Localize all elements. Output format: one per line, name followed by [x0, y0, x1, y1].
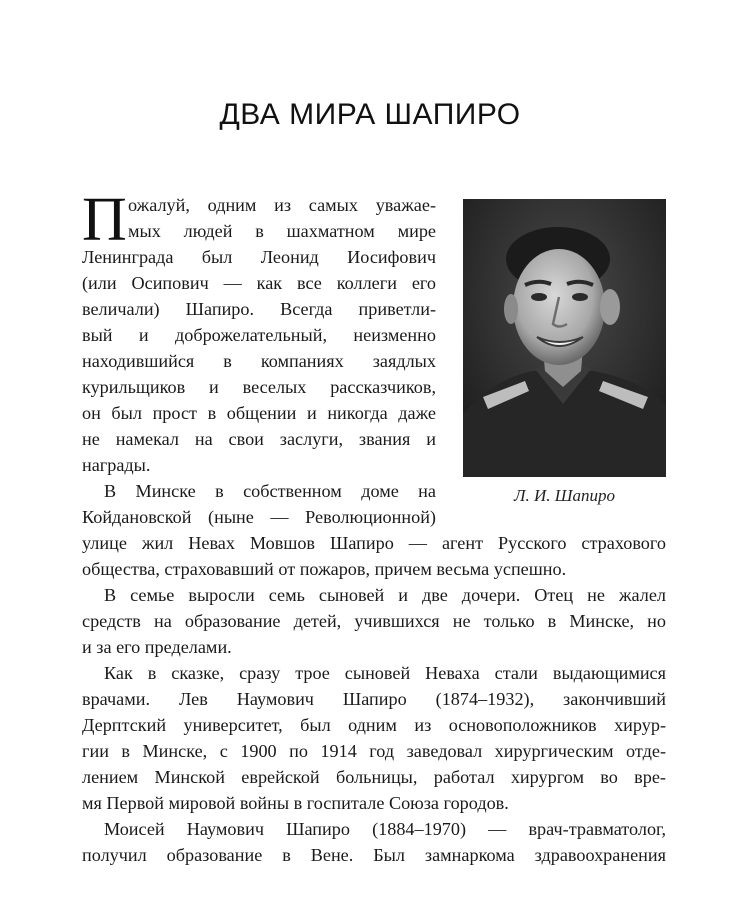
- text-line: улице жил Невах Мовшов Шапиро — агент Русского страхового: [82, 533, 666, 553]
- portrait-image: [463, 199, 666, 477]
- text-line: В семье выросли семь сыновей и две дочери. Отец не жалел: [104, 585, 666, 605]
- text-line: Койдановской (ныне — Революционной): [82, 507, 436, 527]
- portrait-photo: [463, 199, 666, 477]
- text-line: Как в сказке, сразу трое сыновей Неваха стали выдающимися: [104, 663, 666, 683]
- text-line: он был прост в общении и никогда даже: [82, 403, 436, 423]
- drop-cap: П: [82, 186, 127, 254]
- text-line: ожалуй, одним из самых уважае-: [128, 195, 436, 215]
- text-line: курильщиков и веселых рассказчиков,: [82, 377, 436, 397]
- chapter-title: ДВА МИРА ШАПИРО: [219, 98, 521, 132]
- text-line: награды.: [82, 455, 151, 475]
- text-line: средств на образование детей, учившихся не только в Минске, но: [82, 611, 666, 631]
- text-line: Ленинграда был Леонид Иосифович: [82, 247, 436, 267]
- text-line: Дерптский университет, был одним из основоположников хирур-: [82, 715, 666, 735]
- text-line: и за его пределами.: [82, 637, 232, 657]
- text-line: В Минске в собственном доме на: [104, 481, 436, 501]
- text-line: вый и доброжелательный, неизменно: [82, 325, 436, 345]
- text-line: находившийся в компаниях заядлых: [82, 351, 436, 371]
- text-line: не намекал на свои заслуги, звания и: [82, 429, 436, 449]
- text-line: получил образование в Вене. Был замнаркома здравоохранения: [82, 845, 666, 865]
- text-line: общества, страховавший от пожаров, причем весьма успешно.: [82, 559, 567, 579]
- text-line: врачами. Лев Наумович Шапиро (1874–1932), закончивший: [82, 689, 666, 709]
- text-line: (или Осипович — как все коллеги его: [82, 273, 436, 293]
- text-line: Моисей Наумович Шапиро (1884–1970) — врач-травматолог,: [104, 819, 666, 839]
- text-line: мя Первой мировой войны в госпитале Союза городов.: [82, 793, 509, 813]
- text-line: гии в Минске, с 1900 по 1914 год заведовал хирургическим отде-: [82, 741, 666, 761]
- photo-caption: Л. И. Шапиро: [513, 486, 616, 505]
- text-line: мых людей в шахматном мире: [128, 221, 436, 241]
- text-line: лением Минской еврейской больницы, работал хирургом во вре-: [82, 767, 666, 787]
- text-line: величали) Шапиро. Всегда приветли-: [82, 299, 436, 319]
